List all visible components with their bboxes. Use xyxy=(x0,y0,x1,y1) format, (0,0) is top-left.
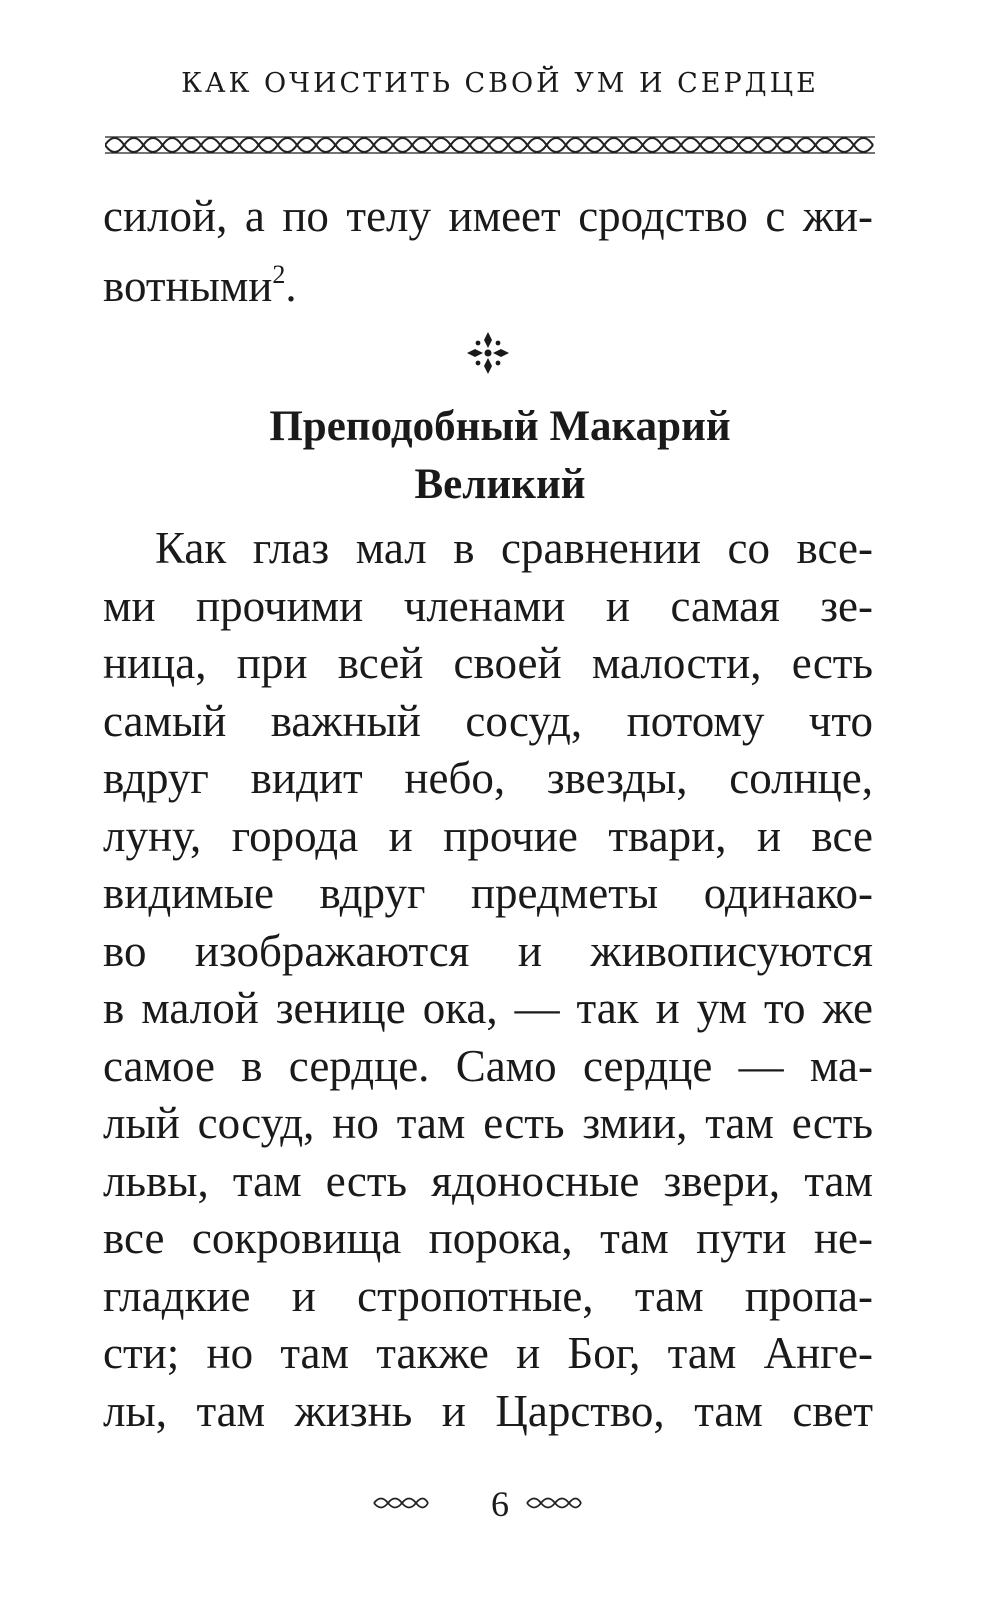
text-line: Как глаз мал в сравнении со все- xyxy=(155,523,873,573)
running-head: КАК ОЧИСТИТЬ СВОЙ УМ И СЕРДЦЕ xyxy=(181,68,819,99)
text-line: самый важный сосуд, потому что xyxy=(103,695,873,746)
text-line: гладкие и стропотные, там пропа- xyxy=(103,1270,873,1321)
cross-flourish-icon xyxy=(465,330,511,376)
text-line: самое в сердце. Само сердце — ма- xyxy=(103,1040,873,1091)
section-title xyxy=(0,398,1000,514)
section-title-line: Великий xyxy=(414,461,586,508)
line-end-punctuation: . xyxy=(285,260,297,311)
text-line: лы, там жизнь и Царство, там свет xyxy=(103,1385,873,1436)
text-line: вдруг видит небо, звезды, солнце, xyxy=(103,753,873,803)
page-number: 6 xyxy=(491,1484,509,1524)
text-line: ница, при всей своей малости, есть xyxy=(103,638,873,688)
text-line: все сокровища порока, там пути не- xyxy=(103,1213,873,1263)
text-line xyxy=(103,246,873,316)
section-title-line: Преподобный Макарий xyxy=(269,403,731,450)
text-line: сти; но там также и Бог, там Анге- xyxy=(103,1328,873,1378)
text-line-words: вотными xyxy=(103,260,273,311)
text-line: видимые вдруг предметы одинако- xyxy=(103,868,873,918)
text-line: львы, там есть ядоносные звери, там xyxy=(103,1155,873,1206)
interlace-small-icon xyxy=(525,1492,583,1514)
text-line: лый сосуд, но там есть змии, там есть xyxy=(103,1098,873,1148)
footnote-reference[interactable]: 2 xyxy=(272,259,286,289)
text-line: силой, а по телу имеет сродство с жи- xyxy=(103,191,873,241)
text-line: во изображаются и живописуются xyxy=(103,925,873,976)
text-line: ми прочими членами и самая зе- xyxy=(103,580,873,631)
page-footer xyxy=(0,1484,1000,1524)
continuation-text xyxy=(103,188,873,315)
main-paragraph xyxy=(103,520,873,1440)
text-line: луну, города и прочие твари, и все xyxy=(103,810,873,861)
interlace-band-icon xyxy=(105,128,875,162)
text-line: в малой зенице ока, — так и ум то же xyxy=(103,983,873,1033)
